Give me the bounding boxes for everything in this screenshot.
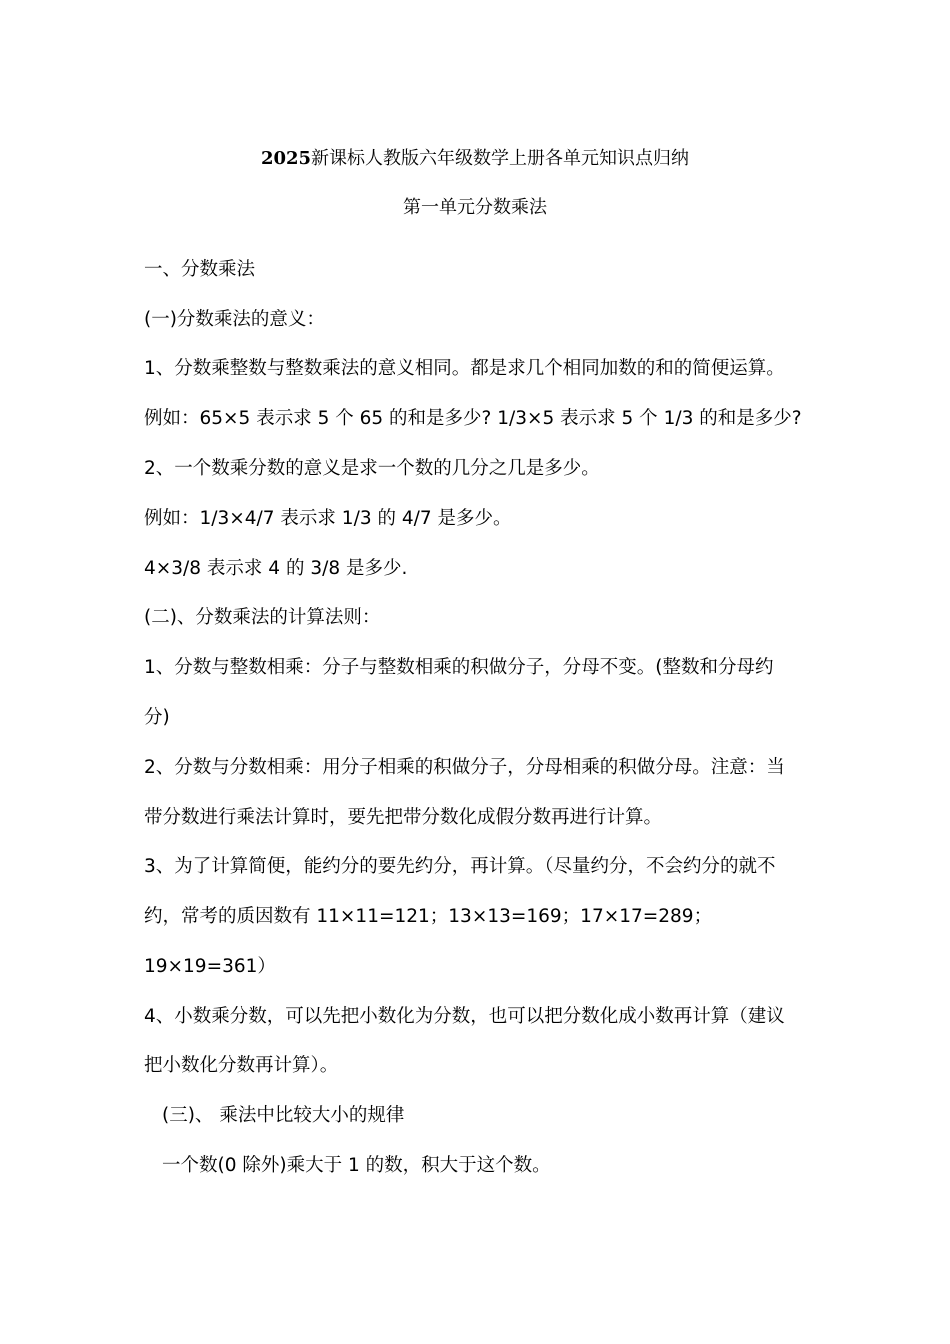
paragraph-line: 2、分数与分数相乘：用分子相乘的积做分子，分母相乘的积做分母。注意：当 xyxy=(144,757,785,778)
paragraph-line: 例如：65×5 表示求 5 个 65 的和是多少? 1/3×5 表示求 5 个 1/3 的和是多少? xyxy=(144,408,802,429)
subsection-heading: (二)、分数乘法的计算法则： xyxy=(144,607,381,628)
paragraph-line: 把小数化分数再计算）。 xyxy=(144,1055,339,1076)
paragraph-line: 2、一个数乘分数的意义是求一个数的几分之几是多少。 xyxy=(144,458,600,479)
paragraph-line: 一个数(0 除外)乘大于 1 的数，积大于这个数。 xyxy=(162,1155,551,1176)
paragraph-line: 分) xyxy=(144,707,170,728)
paragraph-line: 19×19=361） xyxy=(144,956,276,977)
document-subtitle: 第一单元分数乘法 xyxy=(403,197,547,218)
paragraph-line: 4、小数乘分数，可以先把小数化为分数，也可以把分数化成小数再计算（建议 xyxy=(144,1006,785,1027)
paragraph-line: 带分数进行乘法计算时，要先把带分数化成假分数再进行计算。 xyxy=(144,807,663,828)
paragraph-line: 4×3/8 表示求 4 的 3/8 是多少. xyxy=(144,558,408,579)
subsection-heading: (一)分数乘法的意义： xyxy=(144,309,325,330)
paragraph-line: 3、为了计算简便，能约分的要先约分，再计算。（尽量约分，不会约分的就不 xyxy=(144,856,776,877)
paragraph-line: 例如：1/3×4/7 表示求 1/3 的 4/7 是多少。 xyxy=(144,508,512,529)
title-year: 2025 xyxy=(260,148,312,169)
section-heading: 一、分数乘法 xyxy=(144,259,256,280)
paragraph-line: 1、分数与整数相乘：分子与整数相乘的积做分子，分母不变。(整数和分母约 xyxy=(144,657,774,678)
paragraph-line: 约，常考的质因数有 11×11=121；13×13=169；17×17=289； xyxy=(144,906,713,927)
paragraph-line: 1、分数乘整数与整数乘法的意义相同。都是求几个相同加数的和的简便运算。 xyxy=(144,358,785,379)
subsection-heading: (三)、 乘法中比较大小的规律 xyxy=(162,1105,405,1126)
title-text: 新课标人教版六年级数学上册各单元知识点归纳 xyxy=(311,148,690,169)
document-title xyxy=(0,147,950,171)
